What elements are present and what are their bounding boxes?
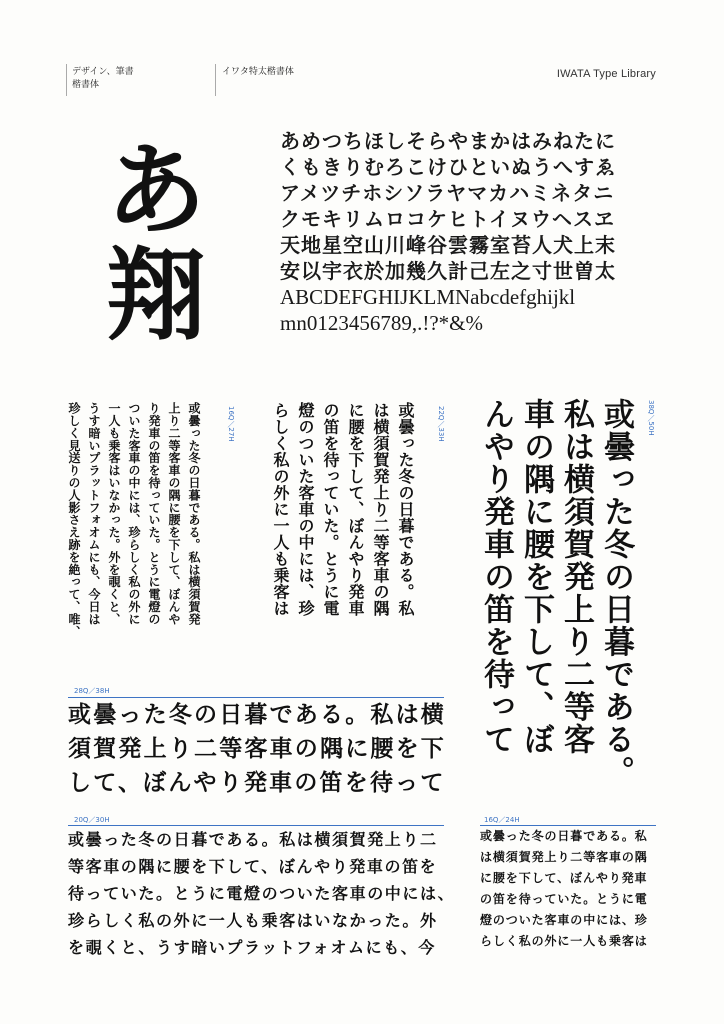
vertical-sample-16q (64, 402, 204, 664)
glyph-line: アメツチホシソラヤマカハミネタニ (280, 181, 615, 205)
text-line: 或曇った冬の日暮である。私は横 (68, 701, 446, 728)
text-line: を覗くと、うす暗いプラットフォオムにも、今 (68, 938, 437, 957)
text-line: は横須賀発上り二等客車の隅 (480, 850, 648, 864)
brand-name: IWATA Type Library (556, 68, 656, 80)
horizontal-sample-28q (68, 698, 446, 800)
vertical-sample-22q (268, 402, 418, 664)
text-line: らしく私の外に一人も乗客は (480, 934, 648, 948)
glyph-specimen (280, 128, 640, 336)
text-line: 珍らしく私の外に一人も乗客はいなかった。外 (68, 911, 438, 930)
text-column: 一人も乗客はいなかった。外を覗くと、 (107, 402, 121, 626)
size-label-38q: 38Q／50H (647, 400, 655, 436)
size-label-16q: 16Q／27H (227, 406, 235, 442)
category-label (72, 66, 134, 92)
horizontal-sample-16q (480, 826, 648, 952)
size-label-16q-horizontal: 16Q／24H (484, 816, 520, 824)
text-column: 或曇った冬の日暮である。私 (396, 402, 415, 617)
text-line: 燈のついた客車の中には、珍 (480, 913, 648, 927)
header-divider-mid (215, 64, 216, 96)
hero-char-a: あ (106, 131, 206, 249)
vertical-sample-38q (476, 398, 636, 788)
header-divider-left (66, 64, 67, 96)
size-label-20q: 20Q／30H (74, 816, 110, 824)
text-column: んやり発車の笛を待って (478, 398, 514, 756)
text-column: 上り二等客車の隅に腰を下して、ぼんや (167, 402, 181, 626)
text-column: に腰を下して、ぼんやり発車 (346, 402, 365, 617)
size-label-28q: 28Q／38H (74, 687, 110, 695)
text-column: 珍しく見送りの人影さえ跡を絶って、唯、 (67, 402, 81, 638)
glyph-line-latin: mn0123456789,.!?*&% (280, 311, 483, 335)
text-line: に腰を下して、ぼんやり発車 (480, 871, 648, 885)
text-line: して、ぼんやり発車の笛を待って (68, 769, 446, 796)
horizontal-sample-20q (68, 826, 455, 961)
text-line: 等客車の隅に腰を下して、ぼんやり発車の笛を (68, 857, 438, 876)
glyph-line: クモキリムロコケヒトイヌウヘスヱ (280, 207, 615, 231)
text-column: ついた客車の中には、珍らしく私の外に (127, 402, 141, 626)
font-name: イワタ特太楷書体 (222, 67, 294, 77)
text-column: らしく私の外に一人も乗客は (271, 402, 290, 617)
text-line: の笛を待っていた。とうに電 (480, 892, 648, 906)
text-column: 燈のついた客車の中には、珍 (296, 402, 315, 617)
text-line: 或曇った冬の日暮である。私 (480, 829, 648, 843)
text-column: うす暗いプラットフォオムにも、今日は (87, 402, 101, 626)
text-column: の笛を待っていた。とうに電 (321, 402, 340, 617)
text-line: 須賀発上り二等客車の隅に腰を下 (68, 735, 446, 762)
text-line: 待っていた。とうに電燈のついた客車の中には、 (68, 884, 456, 903)
text-column: 私は横須賀発上り二等客 (558, 398, 594, 756)
size-label-22q: 22Q／33H (437, 406, 445, 442)
glyph-line: 安以宇衣於加幾久計己左之寸世曽太 (280, 259, 616, 283)
glyph-line: くもきりむろこけひといぬうへすゑ (280, 155, 616, 179)
hero-char-sho: 翔 (106, 236, 206, 354)
text-line: 或曇った冬の日暮である。私は横須賀発上り二 (68, 830, 438, 849)
category-line-2: 楷書体 (72, 80, 100, 90)
glyph-line: あめつちほしそらやまかはみねたに (280, 129, 616, 153)
category-line-1: デザイン、筆書 (72, 67, 134, 77)
glyph-line: 天地星空山川峰谷雲霧室苔人犬上末 (280, 233, 616, 257)
text-column: 或曇った冬の日暮である。 (598, 398, 634, 788)
text-column: は横須賀発上り二等客車の隅 (371, 402, 390, 617)
text-column: 或曇った冬の日暮である。私は横須賀発 (187, 402, 201, 626)
glyph-line-latin: ABCDEFGHIJKLMNabcdefghijkl (280, 285, 576, 309)
text-column: 車の隅に腰を下して、ぼ (518, 398, 554, 756)
text-column: り発車の笛を待っていた。とうに電燈の (147, 402, 161, 626)
